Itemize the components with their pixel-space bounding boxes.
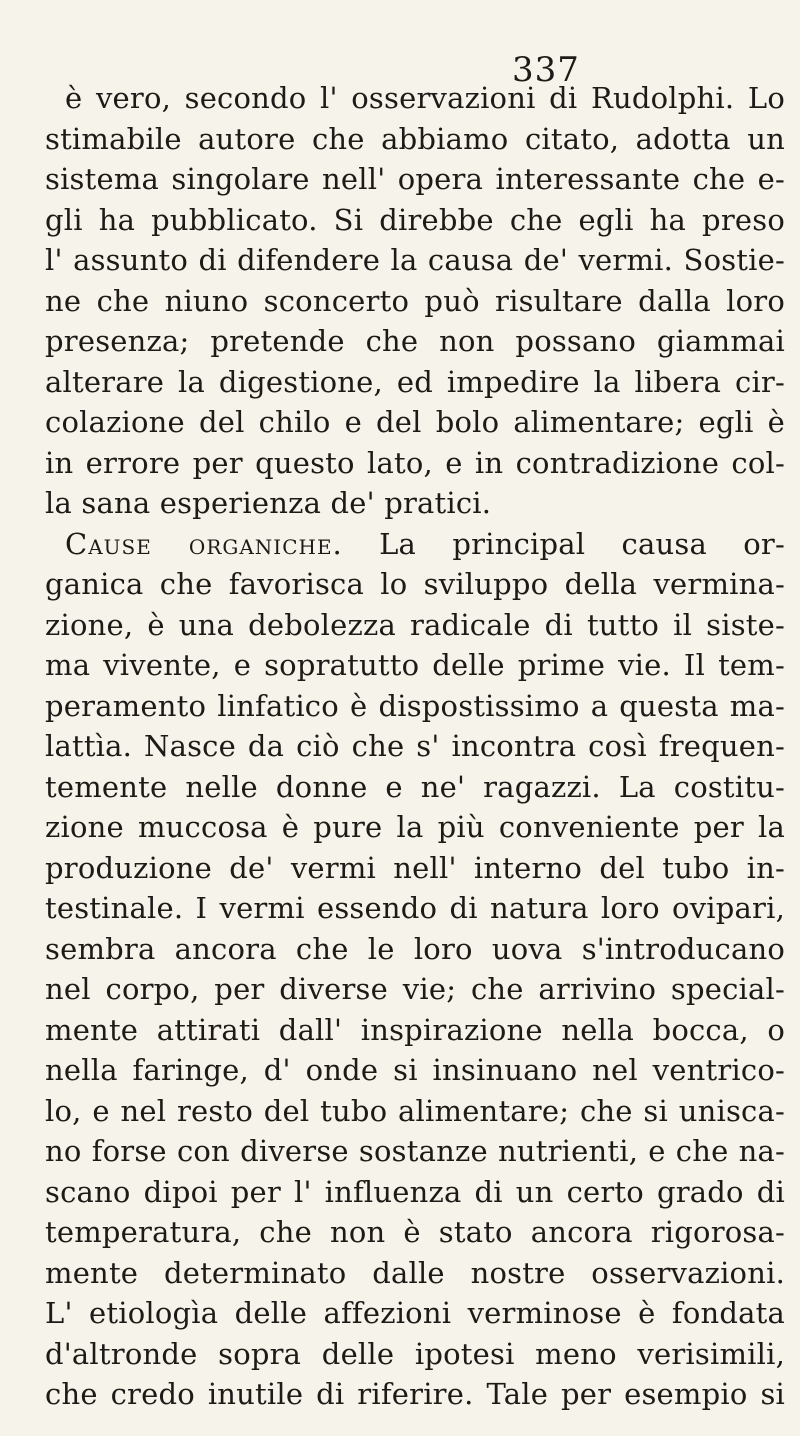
text-line: sembra ancora che le loro uova s'introducano (45, 931, 785, 966)
text-line: no forse con diverse sostanze nutrienti, e che na- (45, 1134, 785, 1168)
heading-continuation: La principal causa or- (342, 526, 785, 561)
text-line: colazione del chilo e del bolo alimentare; egli è (45, 405, 785, 439)
text-line: nella faringe, d' onde si insinuano nel ventrico- (45, 1053, 785, 1087)
text-line: scano dipoi per l' influenza di un certo grado di (45, 1174, 785, 1209)
section-heading-line (45, 524, 785, 565)
text-line: nel corpo, per diverse vie; che arrivino special- (45, 972, 785, 1006)
text-line: testinale. I vermi essendo di natura loro ovipari, (45, 891, 785, 925)
text-line: stimabile autore che abbiamo citato, adotta un (45, 121, 785, 156)
section-heading: Cause organiche. (65, 526, 343, 561)
text-line: lattìa. Nasce da ciò che s' incontra così frequen- (45, 729, 785, 763)
text-line: sistema singolare nell' opera interessante che e- (45, 162, 785, 196)
text-line: peramento linfatico è dispostissimo a questa ma- (45, 688, 785, 723)
text-line: mente attirati dall' inspirazione nella bocca, o (45, 1012, 785, 1047)
text-line: la sana esperienza de' pratici. (45, 486, 492, 520)
page-number: 337 (512, 50, 580, 90)
text-line: zione, è una debolezza radicale di tutto il siste- (45, 607, 785, 642)
text-line: mente determinato dalle nostre osservazioni. (45, 1255, 785, 1290)
text-line: temente nelle donne e ne' ragazzi. La costitu- (45, 769, 785, 804)
text-line: d'altronde sopra delle ipotesi meno verisimili, (45, 1336, 785, 1371)
text-line: in errore per questo lato, e in contradizione col- (45, 445, 785, 480)
text-line: ne che niuno sconcerto può risultare dalla loro (45, 283, 785, 318)
text-line: lo, e nel resto del tubo alimentare; che si unisca- (45, 1093, 785, 1128)
text-line: zione muccosa è pure la più conveniente per la (45, 810, 785, 844)
text-line: l' assunto di difendere la causa de' vermi. Sostie- (45, 243, 785, 277)
text-line: è vero, secondo l' osservazioni di Rudolphi. Lo (65, 81, 785, 115)
text-line: che credo inutile di riferire. Tale per esempio si (45, 1377, 785, 1411)
text-line: temperatura, che non è stato ancora rigorosa- (45, 1215, 785, 1249)
text-line: ganica che favorisca lo sviluppo della vermina- (45, 567, 785, 601)
text-line: produzione de' vermi nell' interno del tubo in- (45, 850, 785, 885)
text-line: L' etiologìa delle affezioni verminose è fondata (45, 1296, 785, 1330)
text-line: presenza; pretende che non possano giammai (45, 324, 785, 358)
text-line: ma vivente, e sopratutto delle prime vie. Il tem- (45, 648, 785, 682)
text-line: gli ha pubblicato. Si direbbe che egli ha preso (45, 202, 785, 237)
text-line: alterare la digestione, ed impedire la libera cir- (45, 364, 785, 399)
body-text (45, 78, 785, 1415)
